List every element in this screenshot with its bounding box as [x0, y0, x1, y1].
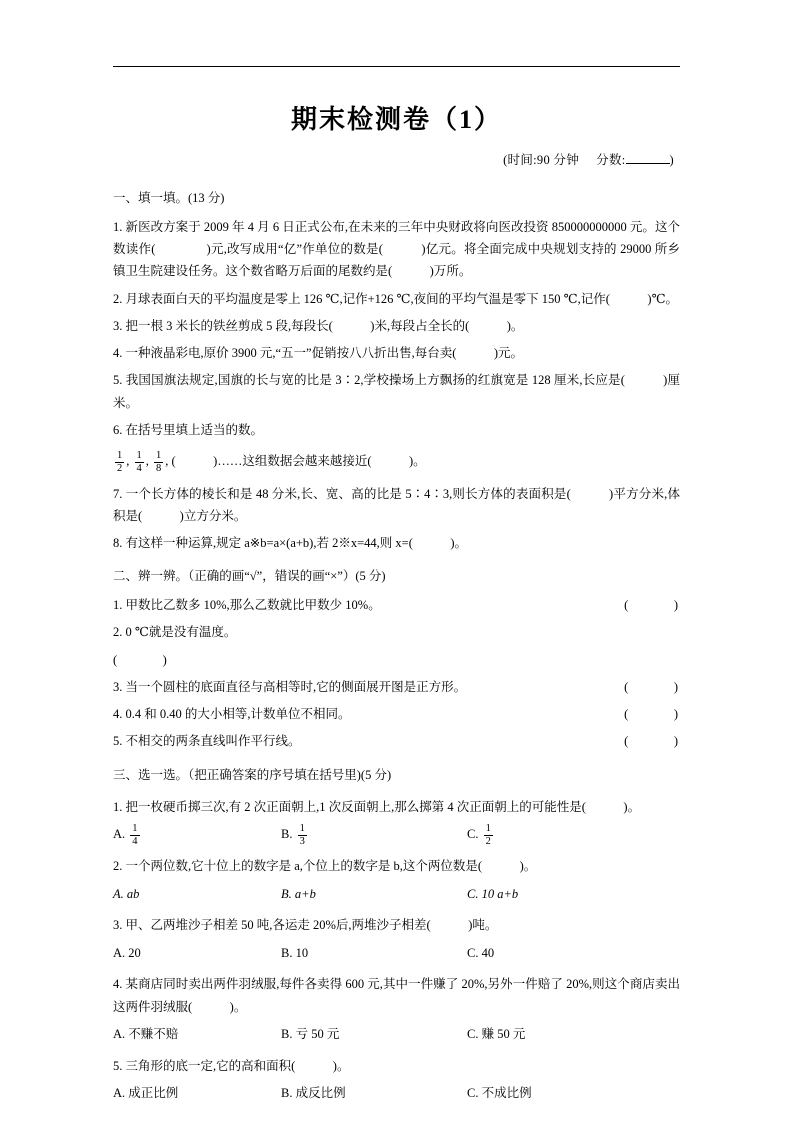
- option-2-b[interactable]: B. a+b: [281, 886, 316, 901]
- option-label: C.: [467, 826, 482, 841]
- fraction-numerator: 1: [156, 450, 162, 461]
- option-fraction: [298, 823, 307, 848]
- choice-question-1: 1. 把一枚硬币掷三次,有 2 次正面朝上,1 次反面朝上,那么掷第 4 次正面朝上的可能性是( )。: [113, 799, 641, 814]
- option-4-b[interactable]: B. 亏 50 元: [281, 1026, 340, 1041]
- question-1-3: 3. 把一根 3 米长的铁丝剪成 5 段,每段长( )米,每段占全长的( )。: [113, 318, 524, 333]
- tf-item-text: 2. 0 ℃就是没有温度。: [113, 625, 237, 640]
- page-title: 期末检测卷（1）: [290, 105, 502, 134]
- fraction-denominator: 3: [299, 835, 305, 847]
- choice-question-3: 3. 甲、乙两堆沙子相差 50 吨,各运走 20%后,两堆沙子相差( )吨。: [113, 918, 498, 933]
- tf-item-4: [113, 703, 680, 725]
- choice-options-2: [113, 883, 680, 907]
- fraction-denominator: 4: [136, 462, 142, 474]
- section-2-heading: 二、辨一辨。（正确的画“√”，错误的画“×”）(5 分): [113, 569, 386, 584]
- exam-meta: [113, 150, 674, 168]
- option-1-a[interactable]: [113, 823, 281, 848]
- question-1-2: 2. 月球表面白天的平均温度是零上 126 ℃,记作+126 ℃,夜间的平均气温是零下 150 ℃,记作( )℃。: [113, 291, 679, 306]
- choice-question-4: 4. 某商店同时卖出两件羽绒服,每件各卖得 600 元,其中一件赚了 20%,另外一件赔了 20%,则这个商店卖出这两件羽绒服( )。: [113, 977, 680, 1014]
- option-4-c[interactable]: C. 赚 50 元: [467, 1026, 526, 1041]
- fraction-numerator: 1: [299, 822, 305, 834]
- option-2-a[interactable]: A. ab: [113, 886, 140, 901]
- exam-score-blank: [626, 163, 670, 164]
- question-1-8: 8. 有这样一种运算,规定 a※b=a×(a+b),若 2※x=44,则 x=( )。: [113, 536, 468, 550]
- tf-answer-box[interactable]: ( ): [624, 679, 680, 694]
- exam-meta-close: ): [669, 153, 674, 167]
- fraction-sequence: $\frac{1}{2}$ , $\frac{1}{4}$ , $\frac{1}{8}$ , ( )……这组数据会越来越接近( )。: [117, 450, 426, 474]
- fraction-numerator: 1: [136, 450, 142, 461]
- fraction-denominator: 8: [156, 462, 162, 474]
- question-1-6: 6. 在括号里填上适当的数。: [113, 422, 264, 437]
- option-3-a[interactable]: A. 20: [113, 945, 141, 960]
- exam-score-label: 分数:: [596, 153, 626, 167]
- option-1-c[interactable]: [467, 823, 495, 848]
- fraction-numerator: 1: [117, 450, 123, 461]
- tf-item-3: [113, 676, 680, 698]
- choice-options-1: [113, 823, 680, 848]
- tf-item-text: 3. 当一个圆柱的底面直径与高相等时,它的侧面展开图是正方形。: [113, 679, 467, 694]
- question-1-4: 4. 一种液晶彩电,原价 3900 元,“五一”促销按八八折出售,每台卖( )元。: [113, 346, 524, 361]
- option-1-b[interactable]: [281, 823, 467, 848]
- tf-answer-box-2[interactable]: ( ): [113, 652, 169, 667]
- fraction-one-eighth: [154, 450, 163, 475]
- fraction-denominator: 4: [132, 835, 138, 847]
- fraction-denominator: 2: [485, 835, 491, 847]
- option-5-a[interactable]: A. 成正比例: [113, 1085, 179, 1100]
- option-2-c[interactable]: C. 10 a+b: [467, 886, 519, 901]
- option-fraction: [130, 823, 139, 848]
- fraction-numerator: 1: [485, 822, 491, 834]
- tf-answer-box[interactable]: ( ): [624, 707, 680, 722]
- option-label: A.: [113, 826, 129, 841]
- fraction-one-quarter: [135, 450, 144, 475]
- fraction-numerator: 1: [132, 822, 138, 834]
- header-divider: [113, 66, 680, 67]
- tf-item-1: [113, 594, 680, 616]
- choice-question-5: 5. 三角形的底一定,它的高和面积( )。: [113, 1058, 350, 1073]
- option-fraction: [484, 823, 493, 848]
- tf-item-text: 4. 0.4 和 0.40 的大小相等,计数单位不相同。: [113, 707, 351, 722]
- choice-options-5: [113, 1082, 680, 1106]
- choice-options-4: [113, 1023, 680, 1047]
- question-1-5: 5. 我国国旗法规定,国旗的长与宽的比是 3∶2,学校操场上方飘扬的红旗宽是 128 厘米,长应是( )厘米。: [113, 373, 680, 410]
- fraction-tail: ……这组数据会越来越接近( )。: [217, 454, 426, 469]
- tf-item-5: [113, 730, 680, 752]
- tf-answer-box[interactable]: ( ): [624, 598, 680, 613]
- section-1-heading: 一、填一填。(13 分): [113, 191, 225, 205]
- page-content: [113, 66, 680, 1114]
- question-1-7: 7. 一个长方体的棱长和是 48 分米,长、宽、高的比是 5∶4∶3,则长方体的表面积是( )平方分米,体积是( )立方分米。: [113, 486, 680, 523]
- tf-item-text: 5. 不相交的两条直线叫作平行线。: [113, 734, 301, 749]
- choice-options-3: [113, 942, 680, 966]
- option-4-a[interactable]: A. 不赚不赔: [113, 1026, 179, 1041]
- tf-item-text: 1. 甲数比乙数多 10%,那么乙数就比甲数少 10%。: [113, 598, 381, 613]
- fraction-one-half: [115, 450, 124, 475]
- choice-question-2: 2. 一个两位数,它十位上的数字是 a,个位上的数字是 b,这个两位数是( )。: [113, 859, 537, 874]
- section-3-heading: 三、选一选。（把正确答案的序号填在括号里)(5 分): [113, 767, 392, 782]
- fraction-blank: ( ): [171, 454, 218, 469]
- option-label: B.: [281, 826, 296, 841]
- fraction-denominator: 2: [117, 462, 123, 474]
- tf-item-2: [113, 621, 680, 643]
- exam-time: (时间:90 分钟: [503, 153, 580, 167]
- option-3-c[interactable]: C. 40: [467, 945, 495, 960]
- option-5-c[interactable]: C. 不成比例: [467, 1085, 532, 1100]
- option-3-b[interactable]: B. 10: [281, 945, 309, 960]
- option-5-b[interactable]: B. 成反比例: [281, 1085, 346, 1100]
- tf-answer-box[interactable]: ( ): [624, 734, 680, 749]
- question-1-1: 1. 新医改方案于 2009 年 4 月 6 日正式公布,在未来的三年中央财政将向医改投资 850000000000 元。这个数读作( )元,改写成用“亿”作单位的数是( )亿元。将全面完成中央规划支持的 29000 所乡镇卫生院建设任务。这个数省略万后面的尾数约是( )万所。: [113, 219, 680, 279]
